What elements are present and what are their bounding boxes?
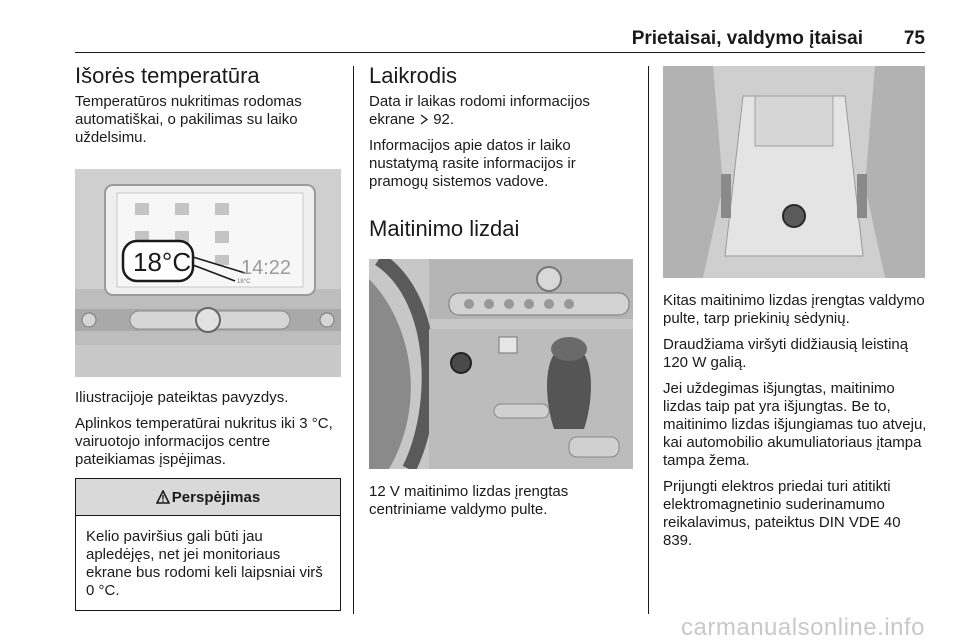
temperature-warning-paragraph: Aplinkos temperatūrai nukritus iki 3 °C, vairuotojo informacijos centre pateikiamas įspėjimas. <box>75 415 333 468</box>
clock-paragraph <box>369 93 635 129</box>
page-reference-arrow-icon <box>419 114 429 125</box>
warning-title: Perspėjimas <box>171 488 261 506</box>
display-small-temperature: 18°C <box>237 279 251 285</box>
center-console-illustration <box>369 259 633 469</box>
infotainment-display-illustration <box>75 169 341 377</box>
column-divider-1 <box>353 66 354 614</box>
center-console-outlet-figure <box>369 259 633 469</box>
max-power-paragraph: Draudžiama viršyti didžiausią leistiną 120 W galią. <box>663 336 909 371</box>
ignition-paragraph: Jei uždegimas išjungtas, maitinimo lizdas taip pat yra išjungtas. Be to, maitinimo lizdas išjungiamas tuo atveju, kai automobilio akumuliatoriaus įtampa tampa žema. <box>663 380 927 469</box>
column-clock-power-outlets <box>369 62 635 519</box>
rear-console-illustration <box>663 66 925 278</box>
section-heading-power-outlets: Maitinimo lizdai <box>369 216 520 241</box>
warning-triangle-icon <box>156 490 170 504</box>
header-rule <box>75 52 925 53</box>
outlet-figure-caption: 12 V maitinimo lizdas įrengtas centriniame valdymo pulte. <box>369 483 569 518</box>
watermark: carmanualsonline.info <box>681 614 925 641</box>
rear-console-outlet-figure <box>663 66 925 278</box>
page-header <box>75 26 925 52</box>
column-divider-2 <box>648 66 649 614</box>
second-outlet-paragraph: Kitas maitinimo lizdas įrengtas valdymo pulte, tarp priekinių sėdynių. <box>663 292 925 327</box>
warning-body <box>76 516 340 610</box>
display-temperature: 18°C <box>133 247 192 277</box>
warning-header <box>76 479 340 516</box>
column-outlet-details <box>663 62 927 550</box>
warning-box <box>75 478 341 611</box>
display-time: 14:22 <box>241 257 292 279</box>
section-heading-clock: Laikrodis <box>369 63 458 88</box>
infotainment-display-figure <box>75 169 341 377</box>
emc-paragraph: Prijungti elektros priedai turi atitikti elektromagnetinio suderinamumo reikalavimus, pateiktus DIN VDE 40 839. <box>663 478 901 549</box>
warning-text: Kelio paviršius gali būti jau apledėjęs, net jei monitoriaus ekrane bus rodomi keli laipsniai virš 0 °C. <box>86 528 323 599</box>
clock-settings-paragraph: Informacijos apie datos ir laiko nustatymą rasite informacijos ir pramogų sistemos vadove. <box>369 137 576 190</box>
header-title: Prietaisai, valdymo įtaisai <box>631 28 863 49</box>
figure-caption: Iliustracijoje pateiktas pavyzdys. <box>75 389 289 406</box>
page-number: 75 <box>903 28 925 49</box>
section-heading-outside-temp: Išorės temperatūra <box>75 63 260 88</box>
column-outside-temperature <box>75 62 341 611</box>
page-reference[interactable]: 92. <box>433 111 455 128</box>
clock-paragraph-text: Data ir laikas rodomi informacijos ekrane <box>369 93 590 128</box>
intro-paragraph: Temperatūros nukritimas rodomas automatiškai, o pakilimas su laiko uždelsimu. <box>75 93 302 146</box>
